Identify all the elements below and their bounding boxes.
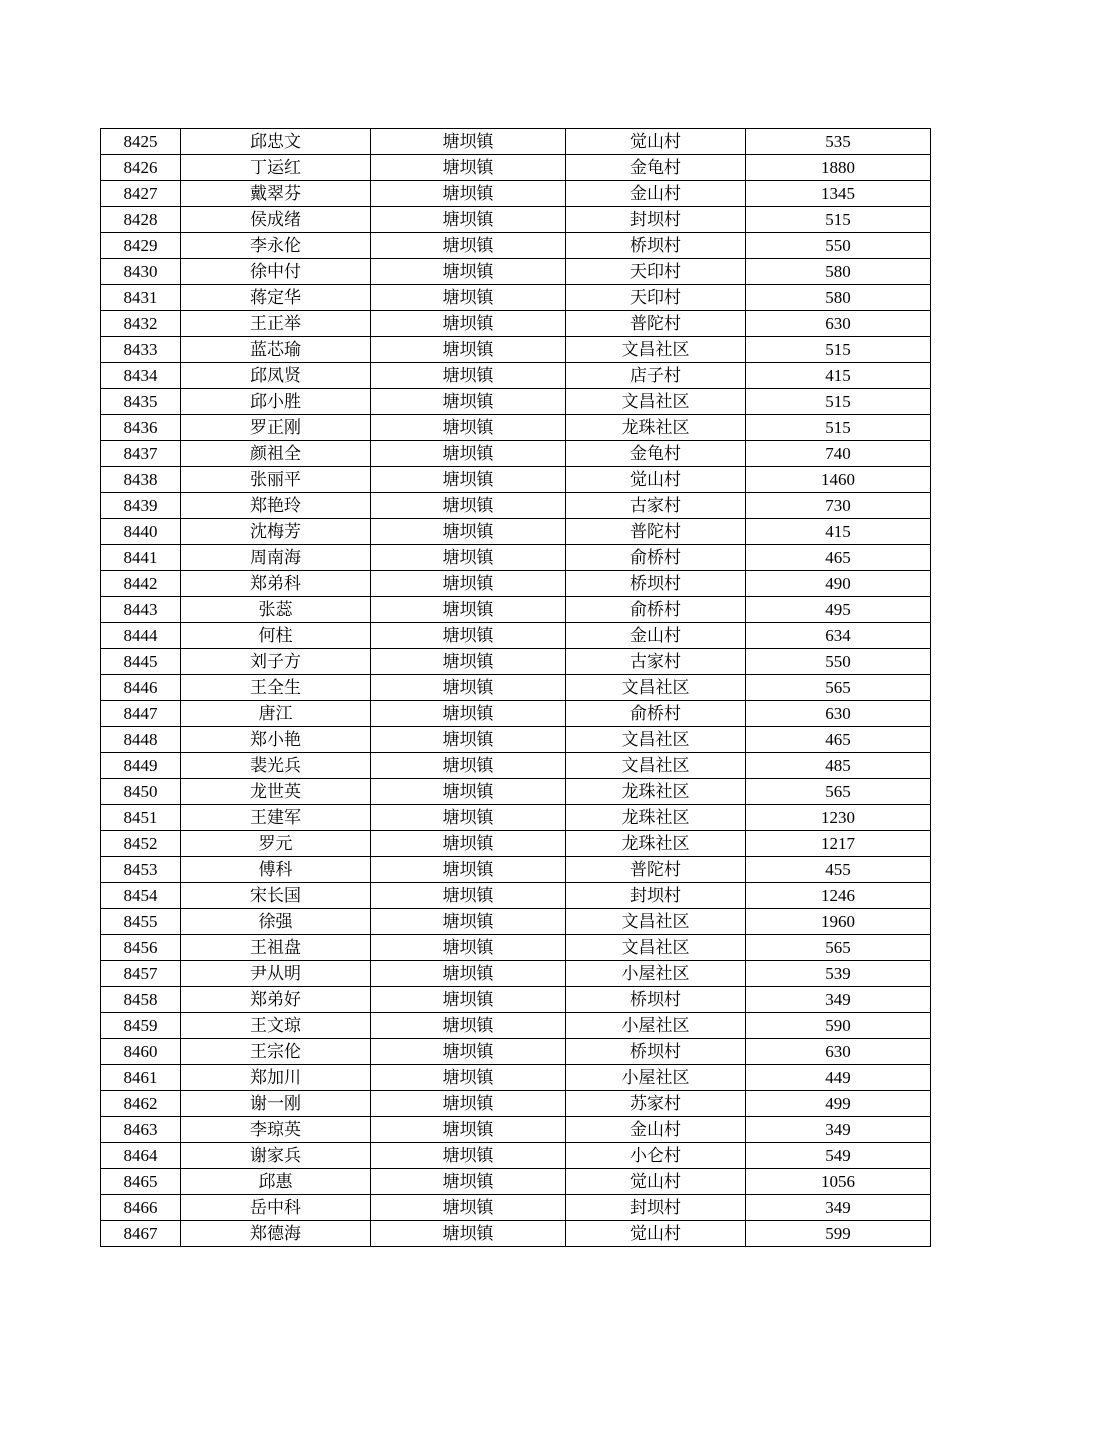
cell-name: 徐中付 — [181, 259, 371, 285]
table-row — [101, 233, 931, 259]
cell-id: 8427 — [101, 181, 181, 207]
cell-village: 金龟村 — [566, 155, 746, 181]
cell-id: 8435 — [101, 389, 181, 415]
cell-village: 文昌社区 — [566, 909, 746, 935]
cell-town: 塘坝镇 — [371, 883, 566, 909]
table-row — [101, 987, 931, 1013]
cell-id: 8451 — [101, 805, 181, 831]
cell-amount: 455 — [746, 857, 931, 883]
cell-id: 8434 — [101, 363, 181, 389]
table-row — [101, 155, 931, 181]
cell-town: 塘坝镇 — [371, 935, 566, 961]
cell-id: 8466 — [101, 1195, 181, 1221]
cell-id: 8448 — [101, 727, 181, 753]
cell-amount: 630 — [746, 701, 931, 727]
cell-amount: 565 — [746, 779, 931, 805]
cell-id: 8441 — [101, 545, 181, 571]
cell-village: 觉山村 — [566, 1221, 746, 1247]
cell-town: 塘坝镇 — [371, 1013, 566, 1039]
cell-name: 李永伦 — [181, 233, 371, 259]
cell-amount: 539 — [746, 961, 931, 987]
cell-town: 塘坝镇 — [371, 363, 566, 389]
table-row — [101, 701, 931, 727]
cell-id: 8467 — [101, 1221, 181, 1247]
cell-village: 文昌社区 — [566, 389, 746, 415]
cell-id: 8430 — [101, 259, 181, 285]
cell-amount: 515 — [746, 337, 931, 363]
cell-amount: 515 — [746, 415, 931, 441]
cell-id: 8428 — [101, 207, 181, 233]
cell-town: 塘坝镇 — [371, 805, 566, 831]
cell-village: 普陀村 — [566, 519, 746, 545]
table-row — [101, 493, 931, 519]
cell-town: 塘坝镇 — [371, 675, 566, 701]
table-row — [101, 883, 931, 909]
cell-village: 龙珠社区 — [566, 415, 746, 441]
cell-town: 塘坝镇 — [371, 285, 566, 311]
cell-id: 8449 — [101, 753, 181, 779]
cell-town: 塘坝镇 — [371, 727, 566, 753]
cell-id: 8461 — [101, 1065, 181, 1091]
table-row — [101, 1091, 931, 1117]
cell-id: 8463 — [101, 1117, 181, 1143]
cell-village: 金龟村 — [566, 441, 746, 467]
table-row — [101, 519, 931, 545]
table-row — [101, 259, 931, 285]
cell-name: 郑艳玲 — [181, 493, 371, 519]
cell-name: 何柱 — [181, 623, 371, 649]
cell-name: 蒋定华 — [181, 285, 371, 311]
cell-town: 塘坝镇 — [371, 181, 566, 207]
cell-village: 觉山村 — [566, 129, 746, 155]
cell-village: 龙珠社区 — [566, 831, 746, 857]
cell-id: 8436 — [101, 415, 181, 441]
cell-name: 裴光兵 — [181, 753, 371, 779]
table-row — [101, 415, 931, 441]
cell-name: 尹从明 — [181, 961, 371, 987]
cell-amount: 580 — [746, 259, 931, 285]
cell-amount: 499 — [746, 1091, 931, 1117]
cell-town: 塘坝镇 — [371, 129, 566, 155]
cell-amount: 465 — [746, 727, 931, 753]
cell-village: 普陀村 — [566, 857, 746, 883]
table-row — [101, 831, 931, 857]
cell-name: 王正举 — [181, 311, 371, 337]
cell-town: 塘坝镇 — [371, 597, 566, 623]
cell-amount: 1056 — [746, 1169, 931, 1195]
table-row — [101, 675, 931, 701]
cell-village: 桥坝村 — [566, 987, 746, 1013]
cell-id: 8433 — [101, 337, 181, 363]
cell-amount: 515 — [746, 207, 931, 233]
table-row — [101, 1221, 931, 1247]
cell-amount: 599 — [746, 1221, 931, 1247]
cell-amount: 515 — [746, 389, 931, 415]
cell-village: 觉山村 — [566, 1169, 746, 1195]
cell-village: 龙珠社区 — [566, 779, 746, 805]
cell-town: 塘坝镇 — [371, 155, 566, 181]
cell-id: 8429 — [101, 233, 181, 259]
table-row — [101, 1013, 931, 1039]
cell-id: 8465 — [101, 1169, 181, 1195]
cell-name: 谢一刚 — [181, 1091, 371, 1117]
cell-amount: 1217 — [746, 831, 931, 857]
cell-town: 塘坝镇 — [371, 207, 566, 233]
cell-id: 8425 — [101, 129, 181, 155]
cell-village: 桥坝村 — [566, 233, 746, 259]
cell-name: 宋长国 — [181, 883, 371, 909]
cell-town: 塘坝镇 — [371, 233, 566, 259]
cell-id: 8456 — [101, 935, 181, 961]
table-row — [101, 597, 931, 623]
cell-name: 丁运红 — [181, 155, 371, 181]
table-row — [101, 753, 931, 779]
cell-name: 邱小胜 — [181, 389, 371, 415]
table-row — [101, 1143, 931, 1169]
records-table-body — [101, 129, 931, 1247]
cell-amount: 490 — [746, 571, 931, 597]
cell-village: 金山村 — [566, 1117, 746, 1143]
cell-id: 8460 — [101, 1039, 181, 1065]
cell-village: 苏家村 — [566, 1091, 746, 1117]
cell-name: 王文琼 — [181, 1013, 371, 1039]
cell-village: 俞桥村 — [566, 597, 746, 623]
cell-name: 邱凤贤 — [181, 363, 371, 389]
cell-name: 戴翠芬 — [181, 181, 371, 207]
cell-id: 8442 — [101, 571, 181, 597]
cell-village: 小屋社区 — [566, 1065, 746, 1091]
table-row — [101, 1195, 931, 1221]
cell-name: 龙世英 — [181, 779, 371, 805]
cell-town: 塘坝镇 — [371, 1039, 566, 1065]
cell-id: 8438 — [101, 467, 181, 493]
cell-village: 文昌社区 — [566, 337, 746, 363]
cell-name: 邱惠 — [181, 1169, 371, 1195]
cell-village: 金山村 — [566, 623, 746, 649]
table-row — [101, 961, 931, 987]
cell-town: 塘坝镇 — [371, 831, 566, 857]
cell-id: 8464 — [101, 1143, 181, 1169]
cell-name: 颜祖全 — [181, 441, 371, 467]
cell-town: 塘坝镇 — [371, 519, 566, 545]
cell-village: 桥坝村 — [566, 1039, 746, 1065]
cell-name: 张丽平 — [181, 467, 371, 493]
cell-name: 郑加川 — [181, 1065, 371, 1091]
cell-id: 8447 — [101, 701, 181, 727]
cell-name: 罗正刚 — [181, 415, 371, 441]
cell-amount: 349 — [746, 1195, 931, 1221]
cell-name: 邱忠文 — [181, 129, 371, 155]
table-row — [101, 1117, 931, 1143]
cell-amount: 349 — [746, 987, 931, 1013]
cell-town: 塘坝镇 — [371, 545, 566, 571]
cell-village: 店子村 — [566, 363, 746, 389]
cell-amount: 1880 — [746, 155, 931, 181]
cell-town: 塘坝镇 — [371, 1143, 566, 1169]
cell-village: 文昌社区 — [566, 753, 746, 779]
table-row — [101, 207, 931, 233]
cell-amount: 730 — [746, 493, 931, 519]
cell-id: 8452 — [101, 831, 181, 857]
table-row — [101, 805, 931, 831]
cell-name: 唐江 — [181, 701, 371, 727]
cell-name: 李琼英 — [181, 1117, 371, 1143]
cell-town: 塘坝镇 — [371, 1091, 566, 1117]
cell-village: 觉山村 — [566, 467, 746, 493]
cell-town: 塘坝镇 — [371, 779, 566, 805]
cell-id: 8445 — [101, 649, 181, 675]
table-row — [101, 311, 931, 337]
cell-name: 王全生 — [181, 675, 371, 701]
table-row — [101, 1039, 931, 1065]
cell-amount: 565 — [746, 935, 931, 961]
cell-name: 郑德海 — [181, 1221, 371, 1247]
cell-amount: 1345 — [746, 181, 931, 207]
cell-name: 刘子方 — [181, 649, 371, 675]
cell-town: 塘坝镇 — [371, 649, 566, 675]
table-row — [101, 441, 931, 467]
table-row — [101, 389, 931, 415]
cell-id: 8426 — [101, 155, 181, 181]
cell-id: 8431 — [101, 285, 181, 311]
cell-village: 俞桥村 — [566, 701, 746, 727]
cell-town: 塘坝镇 — [371, 467, 566, 493]
cell-town: 塘坝镇 — [371, 753, 566, 779]
cell-village: 桥坝村 — [566, 571, 746, 597]
cell-name: 傅科 — [181, 857, 371, 883]
table-row — [101, 363, 931, 389]
cell-amount: 465 — [746, 545, 931, 571]
cell-town: 塘坝镇 — [371, 961, 566, 987]
cell-village: 普陀村 — [566, 311, 746, 337]
cell-amount: 590 — [746, 1013, 931, 1039]
table-row — [101, 857, 931, 883]
cell-village: 天印村 — [566, 285, 746, 311]
cell-amount: 550 — [746, 233, 931, 259]
cell-name: 侯成绪 — [181, 207, 371, 233]
cell-name: 谢家兵 — [181, 1143, 371, 1169]
cell-village: 天印村 — [566, 259, 746, 285]
cell-name: 郑小艳 — [181, 727, 371, 753]
cell-amount: 485 — [746, 753, 931, 779]
cell-id: 8455 — [101, 909, 181, 935]
cell-name: 周南海 — [181, 545, 371, 571]
cell-amount: 495 — [746, 597, 931, 623]
cell-name: 张蕊 — [181, 597, 371, 623]
cell-village: 封坝村 — [566, 207, 746, 233]
table-row — [101, 1169, 931, 1195]
cell-town: 塘坝镇 — [371, 493, 566, 519]
cell-amount: 349 — [746, 1117, 931, 1143]
cell-village: 小屋社区 — [566, 1013, 746, 1039]
cell-town: 塘坝镇 — [371, 389, 566, 415]
records-table — [100, 128, 931, 1247]
cell-name: 王宗伦 — [181, 1039, 371, 1065]
cell-town: 塘坝镇 — [371, 909, 566, 935]
table-row — [101, 181, 931, 207]
cell-amount: 415 — [746, 519, 931, 545]
cell-name: 王祖盘 — [181, 935, 371, 961]
cell-town: 塘坝镇 — [371, 571, 566, 597]
table-row — [101, 779, 931, 805]
cell-id: 8450 — [101, 779, 181, 805]
cell-id: 8458 — [101, 987, 181, 1013]
cell-amount: 740 — [746, 441, 931, 467]
cell-id: 8457 — [101, 961, 181, 987]
cell-town: 塘坝镇 — [371, 857, 566, 883]
table-row — [101, 727, 931, 753]
cell-village: 文昌社区 — [566, 727, 746, 753]
table-row — [101, 649, 931, 675]
cell-name: 徐强 — [181, 909, 371, 935]
table-row — [101, 129, 931, 155]
cell-id: 8444 — [101, 623, 181, 649]
cell-village: 小仑村 — [566, 1143, 746, 1169]
cell-amount: 1460 — [746, 467, 931, 493]
cell-village: 俞桥村 — [566, 545, 746, 571]
cell-name: 郑弟科 — [181, 571, 371, 597]
cell-id: 8440 — [101, 519, 181, 545]
cell-village: 封坝村 — [566, 883, 746, 909]
cell-town: 塘坝镇 — [371, 1169, 566, 1195]
cell-town: 塘坝镇 — [371, 1065, 566, 1091]
cell-id: 8439 — [101, 493, 181, 519]
cell-name: 岳中科 — [181, 1195, 371, 1221]
cell-town: 塘坝镇 — [371, 415, 566, 441]
cell-amount: 549 — [746, 1143, 931, 1169]
cell-amount: 565 — [746, 675, 931, 701]
cell-amount: 535 — [746, 129, 931, 155]
cell-town: 塘坝镇 — [371, 701, 566, 727]
cell-name: 沈梅芳 — [181, 519, 371, 545]
cell-village: 文昌社区 — [566, 675, 746, 701]
table-row — [101, 935, 931, 961]
cell-village: 小屋社区 — [566, 961, 746, 987]
cell-town: 塘坝镇 — [371, 311, 566, 337]
cell-town: 塘坝镇 — [371, 623, 566, 649]
table-row — [101, 285, 931, 311]
cell-town: 塘坝镇 — [371, 1221, 566, 1247]
cell-village: 封坝村 — [566, 1195, 746, 1221]
cell-amount: 1230 — [746, 805, 931, 831]
cell-amount: 550 — [746, 649, 931, 675]
cell-name: 罗元 — [181, 831, 371, 857]
cell-amount: 630 — [746, 311, 931, 337]
cell-amount: 1246 — [746, 883, 931, 909]
cell-amount: 580 — [746, 285, 931, 311]
cell-town: 塘坝镇 — [371, 337, 566, 363]
cell-village: 古家村 — [566, 649, 746, 675]
table-row — [101, 623, 931, 649]
cell-town: 塘坝镇 — [371, 1117, 566, 1143]
table-row — [101, 571, 931, 597]
cell-id: 8453 — [101, 857, 181, 883]
cell-town: 塘坝镇 — [371, 441, 566, 467]
cell-name: 蓝芯瑜 — [181, 337, 371, 363]
cell-id: 8459 — [101, 1013, 181, 1039]
table-row — [101, 1065, 931, 1091]
cell-village: 金山村 — [566, 181, 746, 207]
table-row — [101, 545, 931, 571]
cell-id: 8462 — [101, 1091, 181, 1117]
cell-name: 王建军 — [181, 805, 371, 831]
table-row — [101, 337, 931, 363]
cell-id: 8446 — [101, 675, 181, 701]
cell-amount: 449 — [746, 1065, 931, 1091]
cell-name: 郑弟好 — [181, 987, 371, 1013]
cell-town: 塘坝镇 — [371, 259, 566, 285]
cell-town: 塘坝镇 — [371, 1195, 566, 1221]
cell-amount: 415 — [746, 363, 931, 389]
cell-amount: 634 — [746, 623, 931, 649]
cell-town: 塘坝镇 — [371, 987, 566, 1013]
table-row — [101, 467, 931, 493]
cell-id: 8437 — [101, 441, 181, 467]
cell-village: 文昌社区 — [566, 935, 746, 961]
cell-village: 古家村 — [566, 493, 746, 519]
cell-amount: 630 — [746, 1039, 931, 1065]
cell-amount: 1960 — [746, 909, 931, 935]
cell-id: 8454 — [101, 883, 181, 909]
cell-village: 龙珠社区 — [566, 805, 746, 831]
cell-id: 8432 — [101, 311, 181, 337]
table-row — [101, 909, 931, 935]
cell-id: 8443 — [101, 597, 181, 623]
